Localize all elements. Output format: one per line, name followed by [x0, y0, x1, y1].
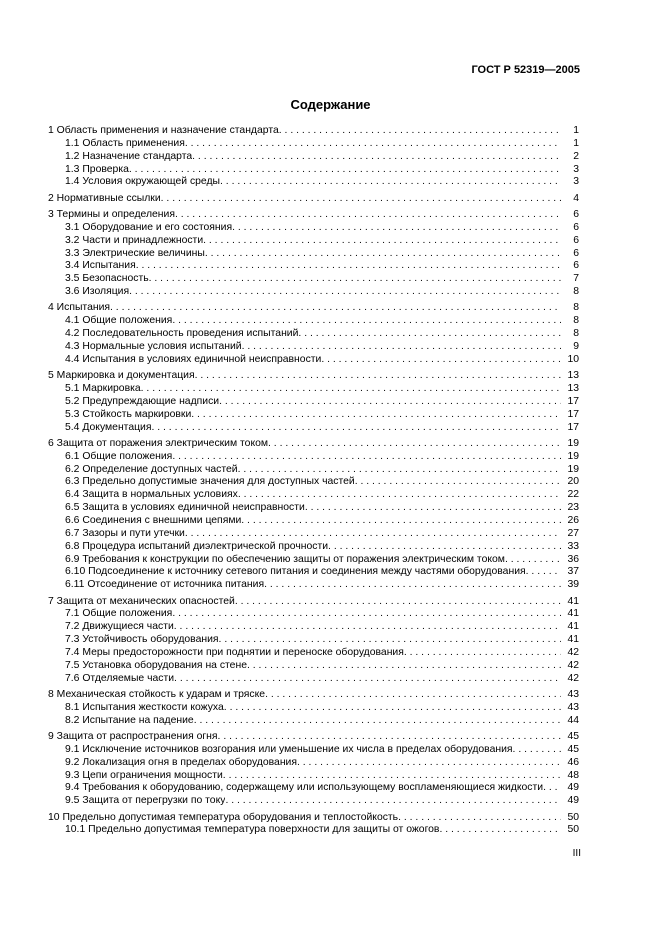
toc-entry-title: Механическая стойкость к ударам и тряске [56, 688, 266, 700]
toc-subsection-entry[interactable] [48, 515, 579, 528]
dot-leader [220, 176, 561, 189]
toc-entry-title: Исключение источников возгорания или уменьшение их числа в пределах оборудования [82, 743, 513, 755]
toc-section [48, 209, 579, 299]
dot-leader [355, 476, 561, 489]
toc-page-number: 6 [573, 221, 579, 233]
toc-entry-title: Меры предосторожности при поднятии и переноске оборудования [82, 646, 404, 658]
toc-page-number: 46 [567, 756, 579, 768]
toc-subsection-entry[interactable] [48, 464, 579, 477]
table-of-contents [48, 125, 579, 837]
toc-entry-number: 4.2 [65, 328, 80, 340]
toc-page-number: 45 [567, 743, 579, 755]
toc-page-number: 43 [567, 701, 579, 713]
toc-page-number: 23 [567, 502, 579, 514]
toc-entry-number: 7.6 [65, 672, 80, 684]
toc-entry-number: 6.11 [65, 579, 85, 591]
toc-entry-number: 7.4 [65, 646, 80, 658]
toc-entry-title: Установка оборудования на стене [82, 659, 247, 671]
dot-leader [185, 138, 561, 151]
toc-entry-number: 8 [48, 688, 54, 700]
toc-entry-title: Маркировка и документация [56, 370, 195, 382]
toc-entry-number: 4 [48, 302, 54, 314]
toc-subsection-entry[interactable] [48, 235, 579, 248]
toc-section-entry[interactable] [48, 689, 579, 702]
toc-section-entry[interactable] [48, 596, 579, 609]
toc-page-number: 50 [567, 824, 579, 836]
toc-subsection-entry[interactable] [48, 673, 579, 686]
toc-section [48, 370, 579, 434]
dot-leader [219, 396, 561, 409]
toc-entry-title: Защита от распространения огня [56, 730, 218, 742]
toc-page-number: 6 [573, 247, 579, 259]
toc-entry-title: Общие положения [82, 450, 173, 462]
toc-entry-number: 6.6 [65, 514, 80, 526]
toc-page-number: 8 [573, 286, 579, 298]
toc-subsection-entry[interactable] [48, 396, 579, 409]
toc-section [48, 302, 579, 366]
toc-subsection-entry[interactable] [48, 383, 579, 396]
toc-subsection-entry[interactable] [48, 260, 579, 273]
dot-leader [136, 260, 561, 273]
toc-section-entry[interactable] [48, 302, 579, 315]
toc-section [48, 125, 579, 189]
toc-page-number: 42 [567, 659, 579, 671]
toc-page-number: 48 [567, 769, 579, 781]
toc-entry-number: 1.4 [65, 176, 80, 188]
toc-page-number: 3 [573, 163, 579, 175]
toc-entry-title: Оборудование и его состояния [82, 221, 233, 233]
toc-page-number: 13 [567, 370, 579, 382]
dot-leader [151, 422, 561, 435]
toc-page-number: 22 [567, 489, 579, 501]
toc-page-number: 42 [567, 672, 579, 684]
toc-page-number: 6 [573, 260, 579, 272]
toc-page-number: 17 [567, 421, 579, 433]
dot-leader [265, 689, 561, 702]
toc-entry-number: 6.8 [65, 540, 80, 552]
toc-entry-number: 1 [48, 125, 54, 136]
toc-section-entry[interactable] [48, 209, 579, 222]
toc-subsection-entry[interactable] [48, 328, 579, 341]
toc-entry-number: 9.4 [65, 782, 80, 794]
toc-section-entry[interactable] [48, 193, 579, 206]
toc-entry-number: 6 [48, 437, 54, 449]
toc-page-number: 8 [573, 302, 579, 314]
dot-leader [321, 354, 561, 367]
toc-section-entry[interactable] [48, 370, 579, 383]
toc-entry-number: 3.3 [65, 247, 80, 259]
toc-entry-title: Предупреждающие надписи [82, 395, 220, 407]
toc-entry-title: Маркировка [82, 383, 141, 395]
toc-entry-number: 7.2 [65, 621, 80, 633]
toc-subsection-entry[interactable] [48, 422, 579, 435]
toc-entry-title: Предельно допустимая температура поверхности для защиты от ожогов [88, 824, 440, 836]
toc-entry-title: Предельно допустимая температура оборудования и теплостойкость [62, 811, 399, 823]
toc-entry-number: 6.1 [65, 450, 80, 462]
toc-entry-number: 5 [48, 370, 54, 382]
dot-leader [526, 566, 561, 579]
toc-subsection-entry[interactable] [48, 138, 579, 151]
toc-page-number: 27 [567, 527, 579, 539]
toc-subsection-entry[interactable] [48, 451, 579, 464]
toc-page-number: 8 [573, 315, 579, 327]
toc-subsection-entry[interactable] [48, 222, 579, 235]
dot-leader [191, 409, 561, 422]
toc-section-entry[interactable] [48, 812, 579, 825]
dot-leader [203, 235, 561, 248]
toc-subsection-entry[interactable] [48, 795, 579, 808]
toc-subsection-entry[interactable] [48, 151, 579, 164]
dot-leader [192, 151, 561, 164]
dot-leader [298, 328, 561, 341]
dot-leader [398, 812, 561, 825]
dot-leader [505, 554, 561, 567]
toc-entry-number: 8.2 [65, 714, 80, 726]
toc-entry-number: 1.2 [65, 150, 80, 162]
dot-leader [242, 341, 561, 354]
toc-page-number: 41 [567, 634, 579, 646]
toc-entry-number: 6.9 [65, 553, 80, 565]
toc-page-number: 19 [567, 437, 579, 449]
toc-entry-title: Общие положения [82, 608, 173, 620]
toc-subsection-entry[interactable] [48, 757, 579, 770]
toc-page-number: 49 [567, 782, 579, 794]
toc-entry-number: 5.4 [65, 421, 80, 433]
toc-entry-number: 6.7 [65, 527, 80, 539]
toc-entry-title: Испытание на падение [82, 714, 194, 726]
toc-entry-number: 7 [48, 595, 54, 607]
toc-entry-title: Нормальные условия испытаний [82, 341, 242, 352]
toc-entry-number: 9.5 [65, 795, 80, 807]
toc-entry-number: 8.1 [65, 701, 80, 713]
toc-subsection-entry[interactable] [48, 715, 579, 728]
toc-page-number: 37 [567, 566, 579, 578]
dot-leader [219, 634, 561, 647]
toc-entry-number: 4.4 [65, 353, 80, 365]
dot-leader [195, 370, 561, 383]
toc-entry-title: Предельно допустимые значения для доступных частей [82, 476, 355, 488]
toc-page-number: 49 [567, 795, 579, 807]
toc-section [48, 731, 579, 808]
toc-entry-title: Назначение стандарта [82, 150, 193, 162]
toc-entry-number: 6.5 [65, 502, 80, 514]
toc-entry-number: 7.3 [65, 634, 80, 646]
page-number: III [572, 848, 581, 859]
toc-entry-title: Электрические величины [82, 247, 205, 259]
toc-section [48, 193, 579, 206]
dot-leader [238, 489, 561, 502]
toc-section-entry[interactable] [48, 438, 579, 451]
toc-subsection-entry[interactable] [48, 770, 579, 783]
toc-page-number: 1 [573, 125, 579, 136]
toc-entry-number: 3.2 [65, 234, 80, 246]
toc-page-number: 17 [567, 395, 579, 407]
toc-subsection-entry[interactable] [48, 273, 579, 286]
toc-subsection-entry[interactable] [48, 566, 579, 579]
toc-entry-title: Цепи ограничения мощности [82, 769, 223, 781]
dot-leader [305, 502, 561, 515]
toc-page-number: 39 [567, 579, 579, 591]
toc-subsection-entry[interactable] [48, 702, 579, 715]
dot-leader [328, 541, 561, 554]
toc-entry-number: 6.2 [65, 463, 80, 475]
toc-subsection-entry[interactable] [48, 647, 579, 660]
document-header: ГОСТ Р 52319—2005 [471, 64, 580, 76]
toc-section-entry[interactable] [48, 125, 579, 138]
toc-subsection-entry[interactable] [48, 660, 579, 673]
toc-subsection-entry[interactable] [48, 248, 579, 261]
toc-entry-number: 6.10 [65, 566, 86, 578]
toc-page-number: 3 [573, 176, 579, 188]
dot-leader [238, 464, 561, 477]
toc-page-number: 44 [567, 714, 579, 726]
toc-entry-number: 3.1 [65, 221, 80, 233]
toc-subsection-entry[interactable] [48, 634, 579, 647]
toc-page-number: 6 [573, 234, 579, 246]
dot-leader [172, 608, 561, 621]
toc-entry-number: 10 [48, 811, 60, 823]
toc-section-entry[interactable] [48, 731, 579, 744]
toc-section [48, 689, 579, 728]
toc-entry-title: Подсоединение к источнику сетевого питания и соединения между частями оборудования [88, 566, 526, 578]
toc-entry-number: 9.1 [65, 743, 80, 755]
toc-page-number: 6 [573, 209, 579, 221]
toc-entry-title: Испытания жесткости кожуха [82, 701, 224, 713]
toc-entry-title: Проверка [82, 163, 129, 175]
toc-entry-number: 4.1 [65, 315, 80, 327]
toc-subsection-entry[interactable] [48, 541, 579, 554]
toc-entry-number: 5.1 [65, 383, 80, 395]
dot-leader [404, 647, 561, 660]
dot-leader [224, 702, 561, 715]
toc-entry-title: Область применения [82, 137, 185, 149]
toc-entry-title: Части и принадлежности [82, 234, 204, 246]
dot-leader [264, 579, 561, 592]
toc-subsection-entry[interactable] [48, 621, 579, 634]
toc-page-number: 17 [567, 408, 579, 420]
toc-entry-number: 7.5 [65, 659, 80, 671]
dot-leader [225, 795, 561, 808]
toc-page-number: 41 [567, 621, 579, 633]
toc-entry-number: 5.2 [65, 395, 80, 407]
toc-subsection-entry[interactable] [48, 409, 579, 422]
dot-leader [174, 673, 561, 686]
dot-leader [172, 451, 561, 464]
toc-page-number: 33 [567, 540, 579, 552]
toc-page-number: 9 [573, 341, 579, 352]
toc-page-number: 41 [567, 608, 579, 620]
toc-entry-title: Защита от поражения электрическим током [56, 437, 269, 449]
toc-page-number: 42 [567, 646, 579, 658]
toc-page-number: 20 [567, 476, 579, 488]
toc-entry-number: 9 [48, 730, 54, 742]
dot-leader [205, 248, 561, 261]
toc-subsection-entry[interactable] [48, 315, 579, 328]
toc-entry-title: Защита в условиях единичной неисправности [82, 502, 305, 514]
dot-leader [268, 438, 561, 451]
toc-entry-title: Отделяемые части [82, 672, 175, 684]
dot-leader [110, 302, 561, 315]
toc-page-number: 2 [573, 150, 579, 162]
toc-entry-number: 3 [48, 209, 54, 221]
toc-subsection-entry[interactable] [48, 579, 579, 592]
toc-entry-number: 7.1 [65, 608, 80, 620]
toc-entry-title: Требования к конструкции по обеспечению защиты от поражения электрическим током [82, 553, 505, 565]
toc-entry-title: Общие положения [82, 315, 173, 327]
toc-page-number: 50 [567, 811, 579, 823]
toc-entry-number: 2 [48, 192, 54, 204]
toc-entry-title: Термины и определения [56, 209, 175, 221]
toc-entry-title: Нормативные ссылки [56, 192, 161, 204]
toc-page-number: 19 [567, 450, 579, 462]
toc-subsection-entry[interactable] [48, 528, 579, 541]
toc-subsection-entry[interactable] [48, 164, 579, 177]
toc-entry-title: Безопасность [82, 273, 149, 285]
toc-subsection-entry[interactable] [48, 782, 579, 795]
toc-entry-number: 3.6 [65, 286, 80, 298]
dot-leader [513, 744, 561, 757]
dot-leader [174, 621, 561, 634]
toc-entry-title: Локализация огня в пределах оборудования [82, 756, 297, 768]
dot-leader [223, 770, 561, 783]
toc-entry-title: Стойкость маркировки [82, 408, 192, 420]
dot-leader [543, 782, 561, 795]
toc-entry-title: Движущиеся части [82, 621, 174, 633]
toc-entry-title: Определение доступных частей [82, 463, 238, 475]
toc-entry-title: Устойчивость оборудования [82, 634, 219, 646]
toc-subsection-entry[interactable] [48, 824, 579, 837]
toc-entry-number: 6.4 [65, 489, 80, 501]
dot-leader [279, 125, 561, 138]
toc-page-number: 19 [567, 463, 579, 475]
toc-entry-title: Защита от перегрузки по току [82, 795, 226, 807]
toc-page-number: 26 [567, 514, 579, 526]
toc-entry-title: Испытания [56, 302, 111, 314]
toc-section [48, 438, 579, 592]
toc-entry-number: 4.3 [65, 341, 80, 352]
dot-leader [218, 731, 561, 744]
dot-leader [175, 209, 561, 222]
dot-leader [232, 222, 561, 235]
toc-entry-number: 9.3 [65, 769, 80, 781]
page-title: Содержание [290, 97, 371, 112]
toc-page-number: 7 [573, 273, 579, 285]
toc-subsection-entry[interactable] [48, 489, 579, 502]
toc-subsection-entry[interactable] [48, 286, 579, 299]
toc-entry-number: 3.5 [65, 273, 80, 285]
dot-leader [185, 528, 561, 541]
dot-leader [235, 596, 561, 609]
dot-leader [129, 286, 561, 299]
toc-entry-number: 6.3 [65, 476, 80, 488]
dot-leader [439, 824, 561, 837]
toc-subsection-entry[interactable] [48, 608, 579, 621]
toc-page-number: 4 [573, 192, 579, 204]
dot-leader [247, 660, 561, 673]
toc-page-number: 36 [567, 553, 579, 565]
toc-subsection-entry[interactable] [48, 476, 579, 489]
toc-page-number: 45 [567, 730, 579, 742]
toc-entry-number: 9.2 [65, 756, 80, 768]
toc-entry-title: Область применения и назначение стандарта [56, 125, 279, 136]
toc-entry-title: Изоляция [82, 286, 130, 298]
toc-entry-title: Соединения с внешними цепями [82, 514, 242, 526]
dot-leader [172, 315, 561, 328]
toc-entry-number: 3.4 [65, 260, 80, 272]
dot-leader [129, 164, 561, 177]
dot-leader [141, 383, 561, 396]
toc-subsection-entry[interactable] [48, 744, 579, 757]
toc-entry-title: Защита от механических опасностей [56, 595, 235, 607]
dot-leader [297, 757, 561, 770]
toc-page-number: 8 [573, 328, 579, 340]
toc-subsection-entry[interactable] [48, 176, 579, 189]
toc-page-number: 41 [567, 595, 579, 607]
toc-entry-number: 10.1 [65, 824, 86, 836]
toc-entry-title: Испытания [82, 260, 136, 272]
toc-page-number: 13 [567, 383, 579, 395]
toc-entry-title: Документация [82, 421, 152, 433]
toc-subsection-entry[interactable] [48, 554, 579, 567]
toc-entry-title: Условия окружающей среды [82, 176, 221, 188]
toc-entry-number: 1.1 [65, 137, 80, 149]
toc-page-number: 43 [567, 688, 579, 700]
toc-entry-number: 1.3 [65, 163, 80, 175]
dot-leader [194, 715, 561, 728]
toc-page-number: 1 [573, 137, 579, 149]
toc-entry-title: Защита в нормальных условиях [82, 489, 238, 501]
toc-section [48, 812, 579, 838]
toc-entry-title: Процедура испытаний диэлектрической прочности [82, 540, 329, 552]
dot-leader [241, 515, 561, 528]
toc-subsection-entry[interactable] [48, 354, 579, 367]
dot-leader [149, 273, 561, 286]
toc-entry-title: Отсоединение от источника питания [87, 579, 265, 591]
toc-subsection-entry[interactable] [48, 341, 579, 354]
toc-entry-title: Зазоры и пути утечки [82, 527, 185, 539]
toc-subsection-entry[interactable] [48, 502, 579, 515]
toc-entry-title: Последовательность проведения испытаний [82, 328, 299, 340]
toc-page-number: 10 [567, 353, 579, 365]
toc-entry-number: 5.3 [65, 408, 80, 420]
toc-entry-title: Испытания в условиях единичной неисправности [82, 353, 322, 365]
toc-entry-title: Требования к оборудованию, содержащему или использующему воспламеняющиеся жидкости [82, 782, 544, 794]
dot-leader [161, 193, 561, 206]
toc-section [48, 596, 579, 686]
